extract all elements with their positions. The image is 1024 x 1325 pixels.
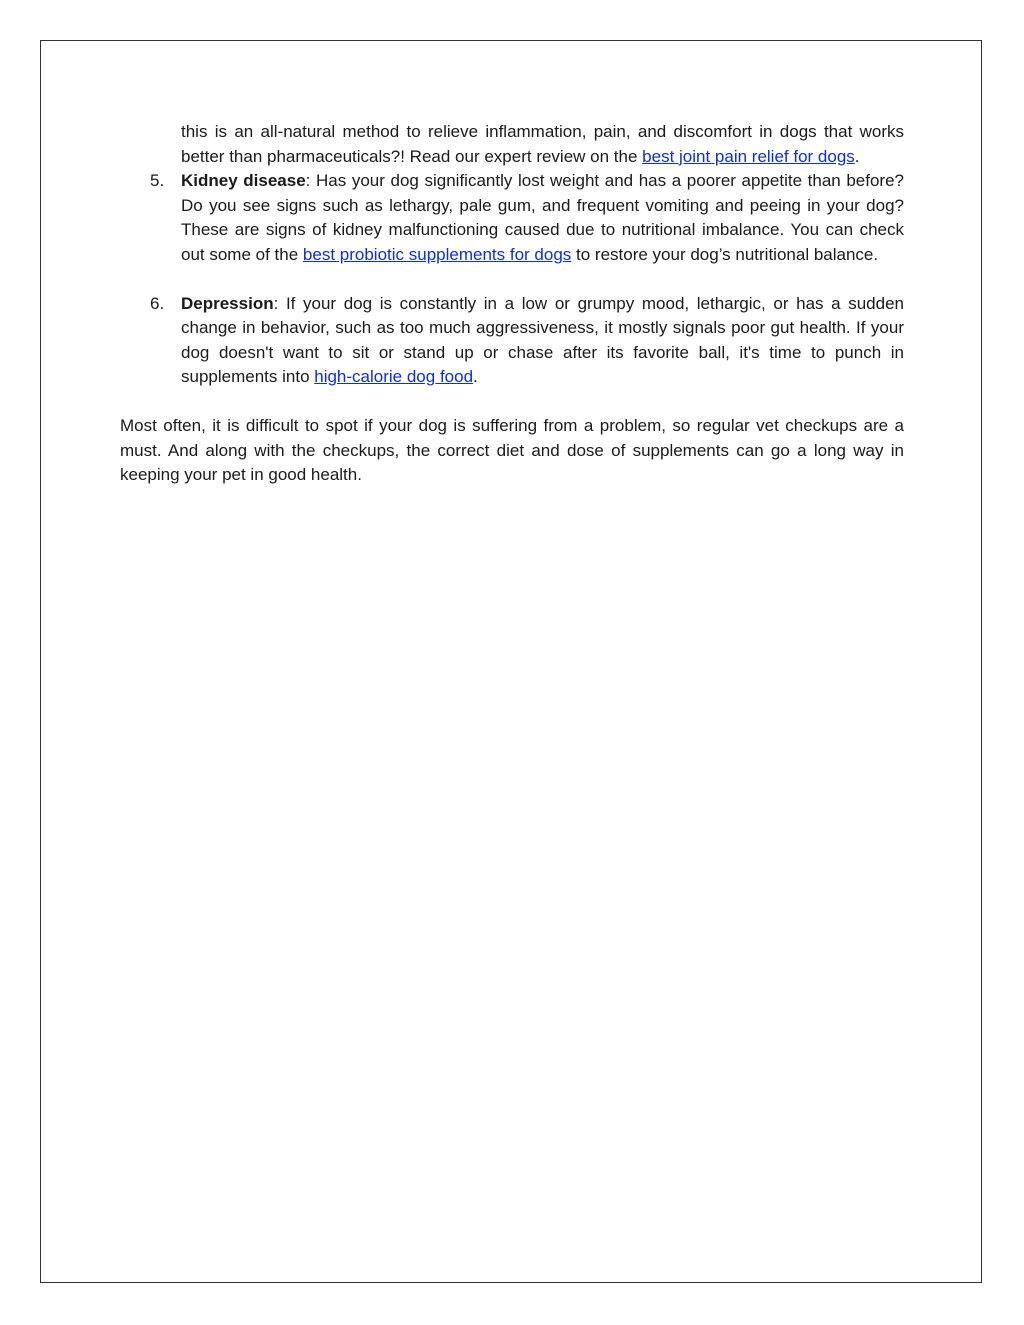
continuation-tail: . [854,146,860,166]
document-body [120,120,904,488]
list-number: 5. [150,171,165,190]
list-item-text [181,169,904,267]
continuation-text: this is an all-natural method to relieve inflammation, pain, and discomfort in dogs that works better than pharmaceuticals?! Read our expert review on the [181,122,904,166]
closing-paragraph: Most often, it is difficult to spot if your dog is suffering from a problem, so regular vet checkups are a must. And along with the checkups, the correct diet and dose of supplements can go a long way in keeping your pet in good health. [120,416,904,484]
link-probiotic-supplements[interactable]: best probiotic supplements for dogs [302,244,572,264]
spacer [120,267,904,292]
list-item-term: Depression [181,293,274,313]
list-item-body: : Has your dog significantly lost weight and has a poorer appetite than before? Do you see signs such as lethargy, pale gum, and frequent vomiting and peeing in your dog? These are signs of kidney malfunctioning caused due to nutritional imbalance. You can check out some of the [181,171,904,264]
list-number: 6. [150,293,165,313]
list-item-term: Kidney disease [181,171,306,190]
list-item-depression [120,292,904,390]
list-item-tail: . [473,367,478,386]
link-high-calorie-dog-food[interactable]: high-calorie dog food [314,367,474,386]
list-item-continuation [120,120,904,169]
spacer [120,390,904,415]
list-item-kidney-disease [120,169,904,267]
list-item-tail: to restore your dog’s nutritional balance. [571,244,879,264]
list-item-text [181,292,904,390]
link-joint-pain-relief[interactable]: best joint pain relief for dogs [642,146,855,166]
list-item-body: : If your dog is constantly in a low or grumpy mood, lethargic, or has a sudden change in behavior, such as too much aggressiveness, it mostly signals poor gut health. If your dog doesn't want to sit or stand up or chase after its favorite ball, it's time to punch in supplements into [181,293,904,386]
